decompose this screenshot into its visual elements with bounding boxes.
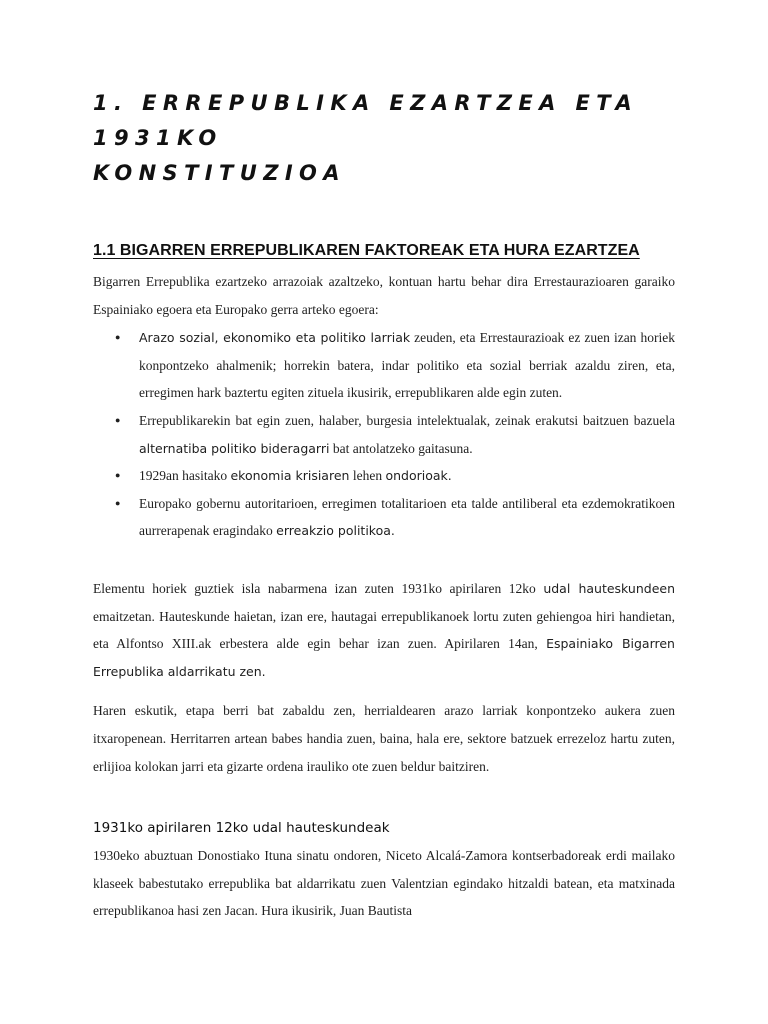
emphasis-text: ondorioak. — [385, 468, 452, 484]
list-item — [139, 490, 675, 545]
paragraph-text: Elementu horiek guztiek isla nabarmena izan zuten 1931ko apirilaren 12ko — [93, 580, 544, 596]
list-item-text: zeuden, eta Errestaurazioak ez zuen izan horiek konpontzeko ahalmenik; horrekin batera, indar politiko eta sozial berriak azaldu ziren, eta, erregimen hark baztertu egiten zituela ikusirik, errepublikaren alde egin zuten. — [139, 330, 675, 401]
paragraph-text: emaitzetan. Hauteskunde haietan, izan ere, hautagai errepublikanoek lortu zuten gehiengoa hiri handietan, eta Alfontso XIII.ak erbestera alde egin behar izan zuen. Apirilaren 14an, — [93, 608, 675, 652]
list-item — [139, 407, 675, 462]
main-title-line-1: 1. ERREPUBLIKA EZARTZEA ETA 1931KO — [93, 91, 639, 150]
intro-paragraph: Bigarren Errepublika ezartzeko arrazoiak azaltzeko, kontuan hartu behar dira Errestaurazioaren garaiko Espainiako egoera eta Europako gerra arteko egoera: — [93, 274, 675, 317]
main-title — [93, 86, 675, 191]
list-item-text: lehen — [349, 468, 386, 484]
emphasis-text: udal hauteskundeen — [543, 580, 675, 596]
body-paragraph-new-stage: Haren eskutik, etapa berri bat zabaldu zen, herrialdearen arazo larriak konpontzeko aukera zuen itxaropenean. Herritarren artean babes handia zuen, baina, hala ere, sektore batzuek errezeloz hartu zuten, erlijioa kolokan jarri eta gizarte ordena irauliko ote zuen beldur baitziren. — [93, 703, 675, 774]
list-item-text: bat antolatzeko gaitasuna. — [329, 440, 473, 456]
emphasis-text: Espainiako Bigarren Errepublika aldarrikatu zen. — [93, 636, 675, 679]
section-title: 1.1 BIGARREN ERREPUBLIKAREN FAKTOREAK ETA HURA EZARTZEA — [93, 242, 640, 259]
list-item-text: Europako gobernu autoritarioen, erregimen totalitarioen eta talde antiliberal eta ezdemokratikoen aurrerapenak eragindako — [139, 495, 675, 539]
emphasis-text: alternatiba politiko bideragarri — [139, 440, 330, 456]
emphasis-text: ekonomia krisiaren — [230, 468, 350, 484]
main-title-line-2: KONSTITUZIOA — [93, 161, 346, 185]
factors-list — [93, 324, 675, 545]
emphasis-text: Arazo sozial, ekonomiko eta politiko larriak — [139, 330, 411, 346]
list-item — [139, 462, 675, 490]
emphasis-text: erreakzio politikoa. — [276, 523, 395, 539]
subheading: 1931ko apirilaren 12ko udal hauteskundeak — [93, 820, 390, 837]
body-paragraph-elections — [93, 575, 675, 685]
list-item-text: 1929an hasitako — [139, 468, 231, 484]
list-item-text: Errepublikarekin bat egin zuen, halaber, burgesia intelektualak, zeinak erakutsi baitzuen bazuela — [139, 412, 675, 428]
list-item — [139, 324, 675, 407]
body-paragraph-donostia-pact: 1930eko abuztuan Donostiako Ituna sinatu ondoren, Niceto Alcalá-Zamora kontserbadoreak erdi mailako klaseek babestutako errepublika bat aldarrikatu zuen Valentzian egindako hitzaldi batean, eta matxinada errepublikanoa hasi zen Jacan. Hura ikusirik, Juan Bautista — [93, 848, 675, 919]
